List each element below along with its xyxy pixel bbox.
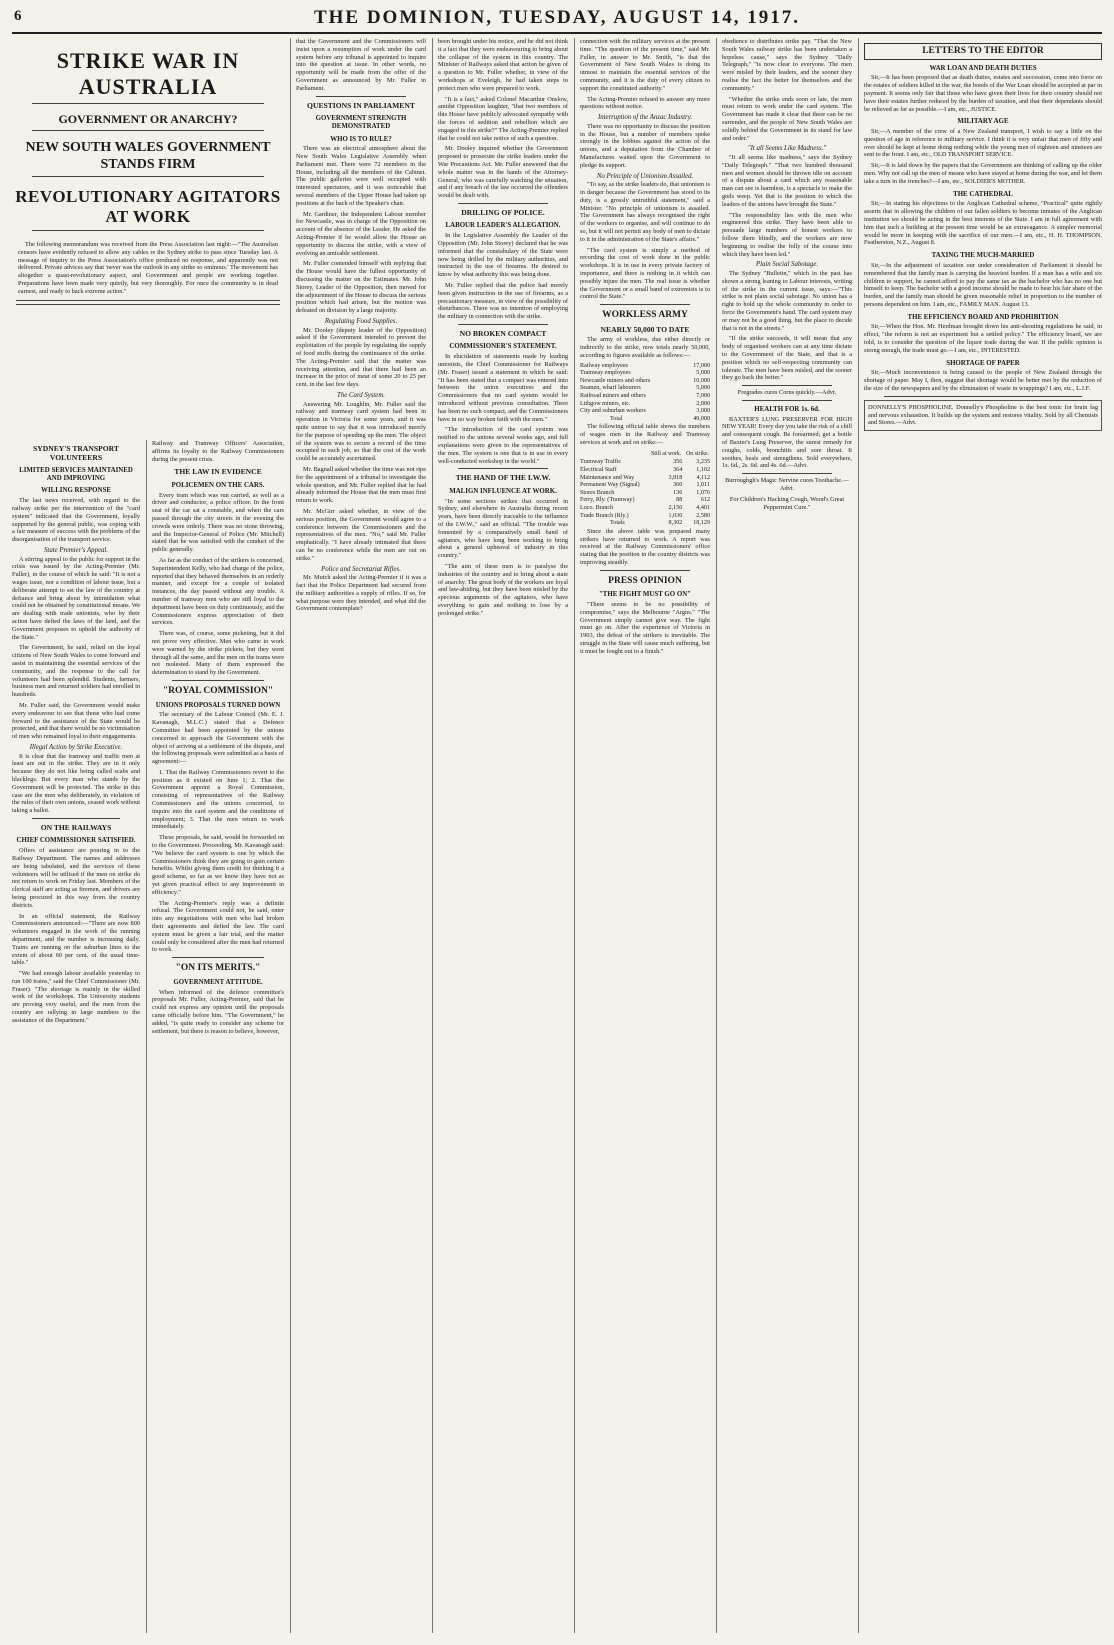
- table-row: Tramway employees 5,000: [580, 370, 710, 377]
- article-subhead: COMMISSIONER'S STATEMENT.: [449, 343, 557, 351]
- letter: Sir,—It is laid down by the papers that the Government are thinking of calling up the older men. Why not call up the men of means who have stayed at home during the war, and let them take a turn in the trenches?—I am, etc., SOLDIER'S MOTHER.: [864, 162, 1102, 185]
- paragraph: The Acting-Premier's reply was a definite refusal. The Government could not, he said, enter into any negotiations with men who had broken their agreements and defied the law. The card system must be given a fair trial, and the matter could only be considered after the men had returned to work.: [152, 899, 284, 954]
- column-rule: [432, 38, 433, 1633]
- article-subhead: "THE FIGHT MUST GO ON": [598, 591, 691, 599]
- section-heading: Interruption of the Anzac Industry.: [597, 114, 693, 122]
- section-heading: No Principle of Unionism Assailed.: [596, 172, 694, 180]
- article-headline: SYDNEY'S TRANSPORT VOLUNTEERS: [33, 444, 119, 462]
- divider: [172, 680, 264, 681]
- paragraph: been brought under his notice, and he did not think it a fact that they were endeavouring to bring about the collapse of the system in this country. The Minister of Railways asked that action be given of a question to Mr. Fuller whether, in view of the workshops at Eveleigh, he had taken steps to protect men who were prepared to work.: [438, 38, 568, 92]
- column-2: [152, 440, 284, 1633]
- paragraph: 1. That the Railway Commissioners revert to the position as it existed on June 1; 2. That the Government appoint a Royal Commission, consisting of representatives of the Railway Commissioners and the unions concerned, to inquire into the card system and the conditions of employment; 3. That the men return to work immediately.: [152, 768, 284, 831]
- paragraph: There was no opportunity to discuss the position in the House, but a number of members spoke strongly in the lobbies against the action of the unions, and a deputation from the Chamber of Manufactures waited upon the Government to pledge its support.: [580, 122, 710, 169]
- article-subhead: GOVERNMENT ATTITUDE.: [173, 978, 263, 986]
- article-headline: THE HAND OF THE I.W.W.: [455, 473, 551, 483]
- article-subhead: MALIGN INFLUENCE AT WORK.: [449, 487, 557, 495]
- letter-title: THE CATHEDRAL: [953, 190, 1013, 198]
- table-row: Railroad miners and others 7,000: [580, 393, 710, 400]
- paragraph: "If the strike succeeds, it will mean that any body of organised workers can at any time dictate to the Government of the State, and that is a position which no self-respecting community can tolerate. The men have been misled, and the sooner they go back the better.": [722, 335, 852, 382]
- paragraph: "We had enough labour available yesterday to run 100 trains," said the Chief Commissioner (Mr. Fraser). "The shortage is mainly in the skilled work of the workshops. The University students are proving very useful, and the men from the country are rallying in large numbers to the assistance of the Department.": [12, 970, 140, 1024]
- article-subhead: CHIEF COMMISSIONER SATISFIED.: [16, 837, 136, 845]
- letter: Sir,—In the adjustment of taxation our under consideration of Parliament it should be remembered that the family man is carrying the heaviest burden. If a man has a wife and six children to support, he cannot afford to pay the same tax as the bachelor who has no one but himself to keep. The bachelor with a good income should be made to bear his fair share of the burden, and the family man should be given reasonable relief in proportion to the number of persons dependent on him. I am, etc., FAMILY MAN. August 13.: [864, 261, 1102, 308]
- column-rule: [290, 38, 291, 1633]
- masthead: [12, 6, 1102, 34]
- letter: Sir,—A member of the crew of a New Zealand transport, I wish to say a little on the question of age in reference to military service. I think it is very unfair that men of fifty and over should be kept at home doing nothing while the young men of eighteen and nineteen are sent to the front. I am, etc., OLD TRANSPORT SERVICE.: [864, 128, 1102, 159]
- paragraph: A stirring appeal to the public for support in the crisis was issued by the Acting-Premier (Mr. Fuller), in the course of which he said: "It is not a wages issue, nor a condition of labour issue, but a deliberate attempt to set the law of the country at defiance and bring about by intimidation what could not be obtained by constitutional means. We are dealing with trade unionists, who by their action have defied the laws of the land, and the Government proposes to uphold the authority of the State.": [12, 555, 140, 641]
- divider: [32, 130, 264, 131]
- paragraph: The secretary of the Labour Council (Mr. E. J. Kavanagh, M.L.C.) stated that a Defence Committee had been appointed by the unions concerned to approach the Government with the object of arriving at a settlement of the dispute, and the following proposals were submitted as a basis of agreement:—: [152, 711, 284, 766]
- paragraph: "There seems to be no possibility of compromise," says the Melbourne "Argus." "The Government simply cannot give way. The fight must go on. After the experience of Victoria in 1903, the defeat of the strikers is inevitable. The struggle in the State will cause much suffering, but it must be fought out to a finish.": [580, 601, 710, 655]
- paragraph: Mr. Gardiner, the Independent Labour member for Newcastle, was in charge of the Opposition on account of the absence of the Leader. He asked the Acting-Premier if he would allow the House an opportunity to discuss the strike, with a view of evolving an amicable settlement.: [296, 210, 426, 257]
- article-subhead: WILLING RESPONSE: [41, 487, 111, 495]
- table-header-row: Still at work. On strike.: [651, 450, 709, 457]
- lead-headline-block: [12, 38, 284, 440]
- letter-title: SHORTAGE OF PAPER: [946, 359, 1020, 367]
- paragraph: Since the above table was prepared many strikers have returned to work. A report was received at the Railway Commissioners' office stating that the position in the country districts was improving steadily.: [580, 527, 710, 566]
- strike-numbers-table: [580, 450, 710, 528]
- paragraph: Mr. Mutch asked the Acting-Premier if it was a fact that the Police Department had secured from the military authorities a supply of rifles. If so, for what purpose were they intended, and what did the Government contemplate?: [296, 574, 426, 613]
- article-headline: "ON ITS MERITS.": [175, 963, 261, 974]
- column-5: [580, 38, 710, 1633]
- paragraph: There was, of course, some picketing, but it did not prove very effective. Men who came to work were warned by the strike pickets, but they went through all the same, and the men on the trams were not molested. Many of them expressed the determination to stand by the Government.: [152, 630, 284, 677]
- paragraph: In an official statement, the Railway Commissioners announced:—"There are now 800 volunteers engaged in the work of the running department, and the number is increasing daily. Trains are running on the suburban lines to the extent of about 60 per cent. of the usual time-table.": [12, 912, 140, 967]
- article-subhead: NEARLY 50,000 TO DATE: [600, 324, 690, 334]
- letter: Sir,—Much inconvenience is being caused to the people of New Zealand through the shortage of paper. May I, then, suggest that shortage would be better met by the reduction of the size of the newspapers and by the elimination of waste in wrappings? I am, etc., L.J.F.: [864, 369, 1102, 392]
- article-headline: ON THE RAILWAYS: [40, 822, 112, 832]
- column-7: [864, 38, 1102, 1633]
- divider: [742, 385, 832, 386]
- advertisement: DONNELLY'S PHOSPHOLINE. Donnelly's Phospholine is the best tonic for brain fag and nervous exhaustion. It builds up the system and restores vitality. Sold by all Chemists and Stores.—Advt.: [864, 400, 1102, 431]
- table-row: Loco. Branch 2,150 4,401: [580, 504, 710, 511]
- advertisement: Burroughgh's Magic Nervine cures Toothache.—Advt.: [725, 477, 849, 492]
- column-6: [722, 38, 852, 1633]
- section-heading: Plain Social Sabotage.: [755, 261, 819, 269]
- divider: [742, 473, 832, 474]
- divider: [32, 818, 120, 819]
- letter: Sir,—In stating his objections to the Anglican Cathedral scheme, "Practical" quite rightly asserts that in allowing the children of our fallen soldiers to become inmates of the Anglican institution we should be acting in the best interests of the State. I am in full agreement with him that such a building at the present time would be an extravagance. A simpler memorial would be more in keeping with the sacrifice of our men.—I am, etc., H. H. THOMPSON. Featherston, N.Z., August 8.: [864, 200, 1102, 247]
- paragraph: "The introduction of the card system was notified to the unions several weeks ago, and full explanations were given to the representatives of the men. The system is one that is in use in every well-conducted workshop in the world.": [438, 426, 568, 465]
- paragraph: "Whether the strike ends soon or late, the men must return to work under the card system. The Government has made it clear that there can be no surrender, and the people of New South Wales are solidly behind the Government in its stand for law and order.": [722, 95, 852, 142]
- paragraph: "It is a fact," asked Colonel Macarthur Onslow, amidst Opposition laughter, "that two members of this House have publicly advocated sympathy with the forces of sedition and rebellion which are engaged in this strike?" The Acting-Premier replied that he could not take notice of such a question.: [438, 95, 568, 142]
- divider: [458, 203, 548, 204]
- paragraph: In elucidation of statements made by leading unionists, the Chief Commissioner for Railways (Mr. Fraser) issued a statement in which he said: "It has been stated that a compact was entered into between the union executives and the Commissioners that no card system would be introduced without previous consultation. There has been no such compact, and the Commissioners have in no way broken faith with the men.": [438, 353, 568, 423]
- table-row: Tramway Traffic 356 3,235: [580, 459, 710, 466]
- divider: [600, 304, 690, 305]
- column-rule: [858, 38, 859, 1633]
- divider: [884, 396, 1082, 397]
- paragraph: Mr. Fuller replied that the police had merely been given instruction in the use of firearms, as a precautionary measure, in view of the possibility of disturbances. There was no intention of employing the military in connection with the strike.: [438, 281, 568, 321]
- table-row: City and suburban workers 3,000: [580, 408, 710, 415]
- paragraph: Answering Mr. Loughlin, Mr. Fuller said the railway and tramway card system had been in operation in Victoria for some years, and it was quite untrue to say that it was introduced merely for the purpose of speeding up the men. The object of the system was to secure a record of the time occupied in each job, so that the cost of the work could be accurately ascertained.: [296, 400, 426, 463]
- divider: [172, 957, 264, 958]
- divider: [600, 570, 690, 571]
- article-subhead: POLICEMEN ON THE CARS.: [171, 481, 265, 489]
- paragraph: Offers of assistance are pouring in to the Railway Department. The names and addresses are being tabulated, and the services of these volunteers will be utilised if the men on strike do not return to work on Friday last. Members of the clerical staff are acting as firemen, and drivers are being procured in this way from the country districts.: [12, 847, 140, 909]
- paragraph: Mr. Dooley inquired whether the Government proposed to prosecute the strike leaders under the War Precautions Act. Mr. Fuller answered that the whole matter was in the hands of the Attorney-General, who was carefully watching the situation, and if any breach of the law occurred the offenders would be dealt with.: [438, 145, 568, 200]
- paragraph: The last news received, with regard to the railway strike per the intervention of the "card system" indicated that the Government, loyally supported by the general public, was coping with a fair measure of success with the problems of the disorganisation of the transport service.: [12, 497, 140, 544]
- paragraph: "The aim of these men is to paralyse the industries of the country and to bring about a state of anarchy. The great body of the workers are loyal and law-abiding, but they have been misled by the specious arguments of the agitators, who have everything to gain and nothing to lose by a prolonged strike.": [438, 562, 568, 617]
- article-headline: "ROYAL COMMISSION": [162, 685, 274, 696]
- paragraph: As far as the conduct of the strikers is concerned, Superintendent Kelly, who had charge of the police, reported that they behaved themselves in an orderly manner, and except for a couple of isolated instances, the day passed without any trouble. A number of tramway men who are still loyal to the department have been on duty continuously, and the Commissioners express appreciation of their services.: [152, 557, 284, 627]
- lead-subhead-2: NEW SOUTH WALES GOVERNMENT STANDS FIRM: [25, 140, 271, 172]
- column-rule: [716, 38, 717, 1633]
- letter: Sir,—It has been proposed that as death duties, estates and succession, come into force on the estates of soldiers killed in the war, the bonds of the War Loan should be accepted at par in payment. It seems only fair that those who have given their lives for their country should not have their estates further reduced by the burden of taxation, and that their dependants should be relieved as far as possible.—I am, etc., JUSTICE.: [864, 74, 1102, 113]
- letter-title: MILITARY AGE: [957, 118, 1009, 126]
- newspaper-title: THE DOMINION, TUESDAY, AUGUST 14, 1917.: [313, 7, 801, 28]
- divider: [32, 103, 264, 104]
- divider: [316, 96, 406, 97]
- paragraph: The Acting-Premier refused to answer any more questions without notice.: [580, 95, 710, 111]
- paragraph: Mr. Dooley (deputy leader of the Opposition) asked if the Government intended to prevent the exploitation of the people by regulating the supply of food stuffs during the continuance of the strike. The Acting-Premier said that the matter was receiving attention, and that there had been an increase in the price of meat of some 20 to 25 per cent. in the last few days.: [296, 326, 426, 389]
- paragraph: Mr. Fuller said, the Government would make every endeavour to see that those who had come forward to the assistance of the State would be protected, and that there would be no victimisation of men who remained loyal to their engagements.: [12, 701, 140, 741]
- article-headline: PRESS OPINION: [608, 575, 682, 586]
- paragraph: The army of workless, due either directly or indirectly to the strike, now totals nearly 50,000, according to figures available as follows:—: [580, 336, 710, 359]
- table-row: Lithgow miners, etc. 2,000: [580, 400, 710, 407]
- divider: [742, 400, 832, 401]
- table-total-row: Totals 8,302 18,129: [610, 520, 710, 527]
- lead-intro: The following memorandum was received from the Press Association last night:—"The Australian censors have evidently refused to allow any cables re the Sydney strike to pass since Tuesday last. A message of inquiry to the Press Association's office produced no response, and apparently was not delivered. Private advices say that 'never was the outlook in any strike so ominous.' The movement has altogether a quasi-revolutionary aspect, and Government and people are working together. Preparations have been made very quietly, but very thoroughly. For once the community is in dead earnest, and ready to back extreme action.": [18, 241, 278, 295]
- article-headline: QUESTIONS IN PARLIAMENT: [307, 100, 415, 110]
- table-row: Seamen, wharf labourers 5,000: [580, 385, 710, 392]
- columns: [12, 38, 1102, 1633]
- paragraph: Mr. Fuller contended himself with replying that the House would have the fullest opportunity of discussing the matter on the Estimates. Mr. John Storey, Leader of the Opposition, then moved for the adjournment of the House to discuss the serious position which had arisen, but the motion was defeated on division by a large majority.: [296, 260, 426, 315]
- article-subhead: LABOUR LEADER'S ALLEGATION.: [445, 222, 561, 230]
- divider: [32, 230, 264, 231]
- section-heading: Illegal Action by Strike Executive.: [29, 743, 123, 751]
- lead-subhead: GOVERNMENT OR ANARCHY?: [58, 112, 238, 126]
- paragraph: Railway and Tramway Officers' Association, affirms its loyalty to the Railway Commissioners during the present crisis.: [152, 440, 284, 463]
- paragraph: "In some sections strikes that occurred in Sydney, and elsewhere in Australia during recent years, have been directly traceable to the influence of the I.W.W.," said an official. "The trouble was fomented by a comparatively small band of agitators, who have long been working to bring about a general upheaval of industry in this country.": [438, 497, 568, 560]
- divider: [458, 468, 548, 469]
- table-row: Maintenance and Way 3,818 4,112: [580, 474, 710, 481]
- article-subhead: WHO IS TO RULE?: [330, 135, 392, 143]
- advertisement-heading: HEALTH FOR 1s. 6d.: [754, 405, 820, 413]
- column-4: [438, 38, 568, 1633]
- column-1: [12, 440, 140, 1633]
- paragraph: "The responsibility lies with the men who engineered this strike. They have been able to persuade large numbers of honest workers to follow them blindly, and the workers are now beginning to realise the folly of the course into which they have been led.": [722, 211, 852, 258]
- divider: [458, 324, 548, 325]
- article-headline: WORKLESS ARMY: [602, 310, 688, 321]
- paragraph: Mr. Bagnall asked whether the time was not ripe for the appointment of a tribunal to investigate the whole question, and Mr. Fuller replied that he had already informed the House that the men must first return to work.: [296, 465, 426, 505]
- paragraph: The Government, he said, relied on the loyal citizens of New South Wales to come forward and assist in maintaining the essential services of the community, and the response to the call for volunteers had been splendid. Students, farmers, business men and returned soldiers had enrolled in hundreds.: [12, 644, 140, 699]
- section-heading: Police and Secretariat Rifles.: [321, 565, 401, 573]
- letter-title: WAR LOAN AND DEATH DUTIES: [929, 64, 1037, 72]
- advertisement: For Children's Hacking Cough, Wood's Great Peppermint Cure.": [729, 495, 845, 511]
- letters-heading: LETTERS TO THE EDITOR: [864, 43, 1102, 60]
- paragraph: that the Government and the Commissioners will insist upon a resumption of work under the card system before any tribunal is appointed to inquire into the question at issue. In other words, no opportunity will be made from the offer of the Government as announced by Mr. Fuller in Parliament.: [296, 38, 426, 92]
- article-headline: THE LAW IN EVIDENCE: [174, 467, 262, 477]
- letter-title: THE EFFICIENCY BOARD AND PROHIBITION: [907, 313, 1059, 321]
- table-row: Electrical Staff 364 1,102: [580, 466, 710, 473]
- lead-headline: STRIKE WAR IN AUSTRALIA: [56, 48, 240, 99]
- advertisement: Fregrades cures Corns quickly.—Advt.: [737, 389, 837, 397]
- article-headline: DRILLING OF POLICE.: [461, 207, 545, 217]
- divider: [32, 176, 264, 177]
- paragraph: connection with the military services at the present time. "The question of the present time," said Mr. Fuller, in answer to Mr. Smith, "is that the Government of New South Wales is doing its utmost to maintain the essential services of the community, and it is the duty of every citizen to support the constituted authority.": [580, 38, 710, 92]
- page-number: 6: [14, 8, 22, 24]
- paragraph: Mr. McGirr asked whether, in view of the serious position, the Government would agree to a conference between the Commissioners and the representatives of the men. "No," said Mr. Fuller emphatically. "I have already intimated that there can be no conference while the men are out on strike.": [296, 507, 426, 562]
- table-total-row: Total 49,000: [610, 415, 710, 422]
- article-subhead: UNIONS PROPOSALS TURNED DOWN: [155, 701, 281, 709]
- section-heading: The Card System.: [337, 392, 385, 399]
- column-rule: [146, 440, 147, 1633]
- column-rule: [574, 38, 575, 1633]
- table-row: Newcastle miners and others 10,000: [580, 377, 710, 384]
- paragraph: "The card system is simply a method of recording the cost of work done in the public workshops. It is in use in every private factory of importance, and there is nothing in it which can possibly injure the men. The real issue is whether the Government or a small band of extremists is to control the State.": [580, 246, 710, 301]
- paragraph: obedience to distributes strike pay. "That the New South Wales railway strike has been undertaken a hopeless cause," says the Sydney "Daily Telegraph," "is now clear to everyone. The men were misled by their leaders, and the sooner they realise the fact the better for themselves and the community.": [722, 38, 852, 92]
- paragraph: The following official table shows the numbers of wages men in the Railway and Tramway services at work and on strike:—: [580, 423, 710, 446]
- paragraph: There was an electrical atmosphere about the New South Wales Legislative Assembly when Parliament met. There were 72 members in the House, including all the members of the Cabinet. The public galleries were well occupied with interested spectators, and it was noticeable that several members of the Upper House had taken up positions at the back of the Speaker's chair.: [296, 145, 426, 207]
- paragraph: In the Legislative Assembly the Leader of the Opposition (Mr. John Storey) declared that he was informed that the constabulary of the State were now being drilled by the military authorities, and instructed in the use of firearms. He desired to know by what authority this was being done.: [438, 232, 568, 279]
- table-row: Stores Branch 136 1,076: [580, 489, 710, 496]
- advertisement: BAXTER'S LUNG PRESERVER FOR HIGH NEW YEAR! Every day you take the risk of a chill and consequent cough. Be forearmed; get a bottle of Baxter's Lung Preserver, the surest remedy for coughs, colds, bronchitis and sore throat. It soothes, heals and strengthens. Sold everywhere, 1s. 6d., 2s. 6d. and 4s. 6d.—Advt.: [722, 415, 852, 470]
- lead-subhead-3: REVOLUTIONARY AGITATORS AT WORK: [15, 187, 281, 226]
- table-row: Trade Branch (Rly.) 1,030 2,580: [580, 512, 710, 519]
- section-heading: Regulating Food Supplies.: [324, 318, 398, 326]
- column-3: [296, 38, 426, 1633]
- article-headline: NO BROKEN COMPACT: [459, 328, 547, 338]
- letter: Sir,—When the Hon. Mr. Herdman brought down his anti-shouting regulations he said, in effect, "the reform is not an experiment but a settled policy." The efficiency board, we are told, is to consider the question of the liquor trade during the war. If the public opinion is strong enough, the trade must go.—I am, etc., INTERESTED.: [864, 323, 1102, 354]
- divider: [16, 300, 280, 305]
- paragraph: It is clear that the tramway and traffic men at least are out in the strike. They are in it only because they do not like being called scabs and blacklegs. But every man who stands by the Government will be protected. The strike in this case are the men who deliberately, in violation of the rules of their own unions, ceased work without taking a ballot.: [12, 752, 140, 815]
- section-heading: State Premier's Appeal.: [44, 546, 108, 554]
- section-heading: "It all Seems Like Madness.": [747, 145, 827, 153]
- paragraph: "It all seems like madness," says the Sydney "Daily Telegraph." "That two hundred thousand men and women should be thrown idle on account of a dispute about a card which any reasonable man can see is harmless, is a spectacle to make the gods weep. Yet that is the position to which the leaders of the unions have brought the State.": [722, 153, 852, 208]
- table-row: Permanent Way (Signal) 360 1,011: [580, 482, 710, 489]
- table-row: Railway employees 17,000: [580, 362, 710, 369]
- paragraph: These proposals, he said, would be forwarded on to the Government. Proceeding, Mr. Kavanagh said: "We believe the card system is one by which the Commissioners think they are going to gain certain benefits. Whilst giving them credit for thinking it a good scheme, so far as we know they have not as yet given practical effect to any improvement in efficiency.": [152, 834, 284, 896]
- article-subhead: GOVERNMENT STRENGTH DEMONSTRATED: [315, 115, 407, 130]
- table-row: Ferry, Rly. (Tramway) 88 612: [580, 497, 710, 504]
- paragraph: When informed of the defence committee's proposals Mr. Fuller, Acting-Premier, said that he could not express any opinion until the proposals came officially before him. "The Government," he added, "is quite ready to consider any scheme for settlement, but there is reason to believe, however,: [152, 988, 284, 1035]
- paragraph: The Sydney "Bulletin," which in the past has shown a strong leaning to Labour interests, writing of the strike in the current issue, says:—"This strike is not plain social sabotage. No union has a right to hold up the whole community in order to force the Government's hand. The card system may or may not be a good thing, but the place to decide that is not in the streets.": [722, 269, 852, 332]
- letter-title: TAXING THE MUCH-MARRIED: [931, 252, 1035, 260]
- article-subhead: LIMITED SERVICES MAINTAINED AND IMPROVING: [19, 467, 133, 482]
- workless-table: [580, 363, 710, 424]
- paragraph: "To say, as the strike leaders do, that unionism is in danger because the Government has stood to its duty, is a grossly untruthful statement," said a Minister. "No principle of unionism is assailed. The Government has always recognised the right of the workers to organise, and will continue to do so, but it will not permit any body of men to dictate to it in the administration of the State's affairs.": [580, 181, 710, 243]
- paragraph: Every tram which was run carried, as well as a driver and conductor, a police officer. In the front seat of the car sat a constable, and when the cars passed through the city streets in the evening the crowds were orderly. There was no stone throwing, and the Inspector-General of Police (Mr. Mitchell) stated that he was satisfied with the conduct of the public generally.: [152, 491, 284, 554]
